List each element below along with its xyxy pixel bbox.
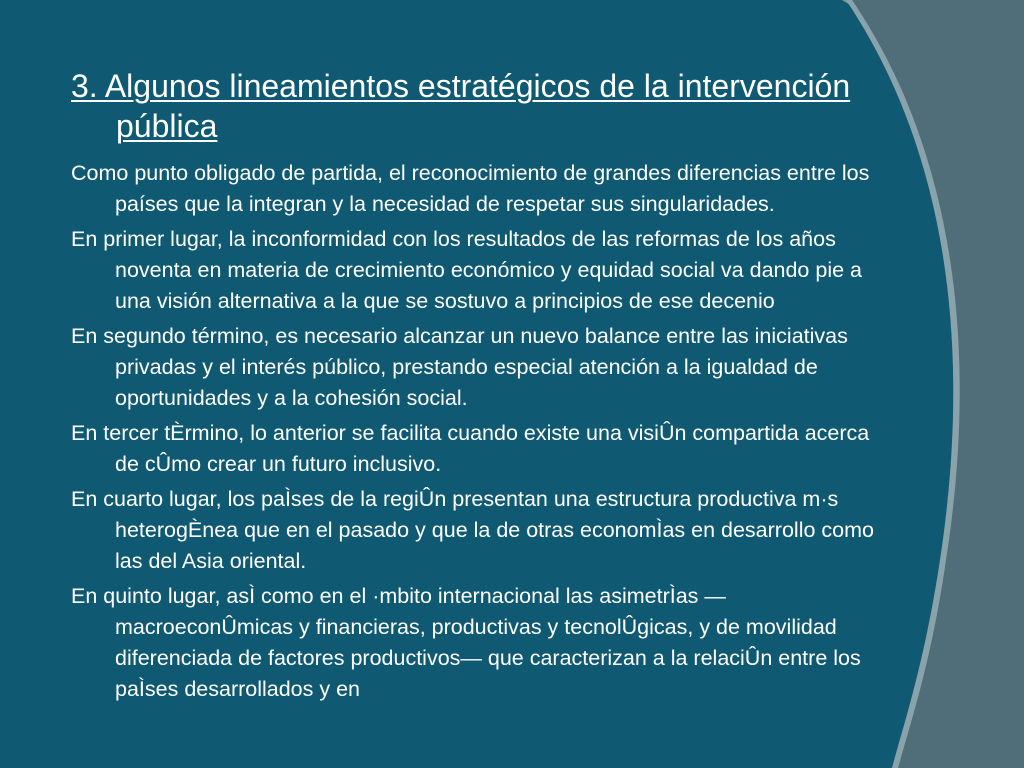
paragraph-first-place: En primer lugar, la inconformidad con los resultados de las reformas de los años noventa en materia de crecimiento económico y equidad social va dando pie a una visión alternativa a la que se sostuvo a principios de ese decenio <box>71 227 862 313</box>
paragraph-starting-point: Como punto obligado de partida, el reconocimiento de grandes diferencias entre los países que la integran y la necesidad de respetar sus singularidades. <box>71 161 870 216</box>
paragraph-third-term: En tercer tÈrmino, lo anterior se facilita cuando existe una visiÛn compartida acerca de cÛmo crear un futuro inclusivo. <box>71 421 870 476</box>
paragraph-second-term: En segundo término, es necesario alcanzar un nuevo balance entre las iniciativas privadas y el interés público, prestando especial atención a la igualdad de oportunidades y a la cohesión social. <box>71 324 848 410</box>
slide-title: 3. Algunos lineamientos estratégicos de la intervención pública <box>71 68 851 144</box>
paragraph-fifth-place: En quinto lugar, asÌ como en el ·mbito internacional las asimetrÌas —macroeconÛmicas y financieras, productivas y tecnolÛgicas, y de movilidad diferenciada de factores productivos— que caracterizan a la relaciÛn entre los paÌses desarrollados y en <box>71 584 861 701</box>
paragraph-fourth-place: En cuarto lugar, los paÌses de la regiÛn presentan una estructura productiva m·s heterogÈnea que en el pasado y que la de otras economÌas en desarrollo como las del Asia oriental. <box>71 487 874 573</box>
slide-content <box>71 66 891 709</box>
